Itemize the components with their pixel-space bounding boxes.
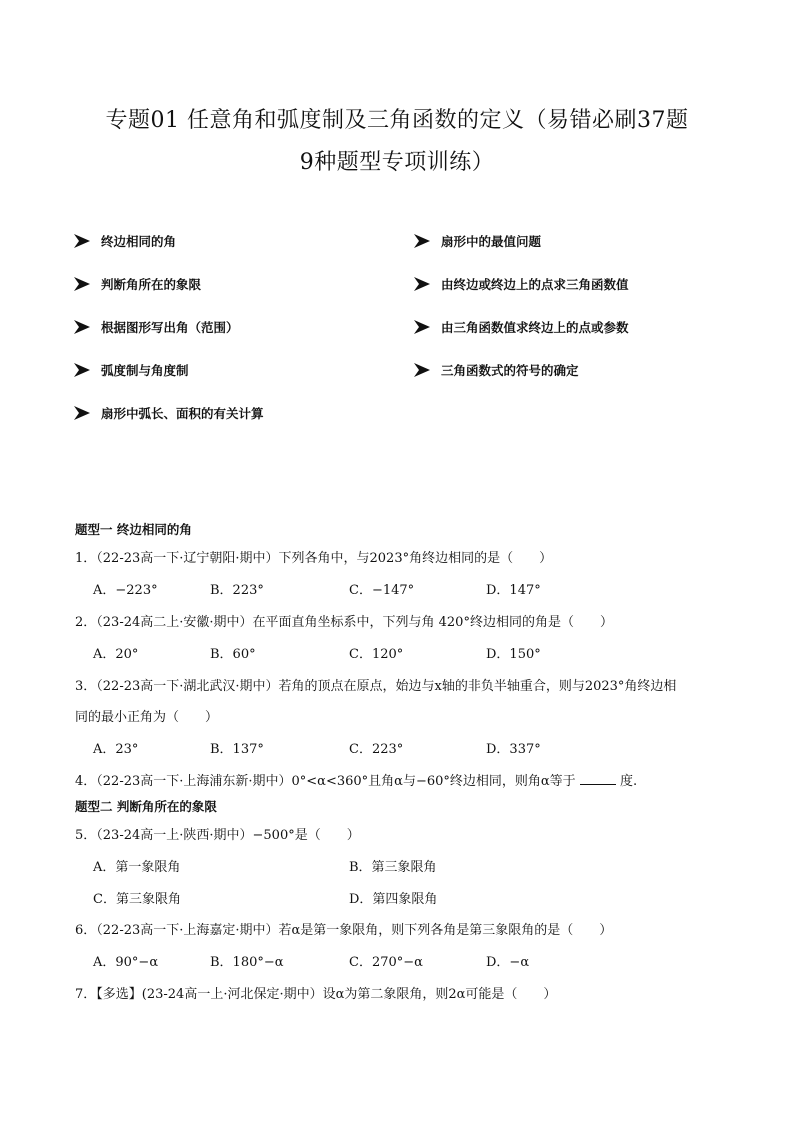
question-stem: 2．（23-24高二上·安徽·期中）在平面直角坐标系中，下列与角 420°终边相同的角是（ ） xyxy=(75,615,613,630)
arrow-bullet-icon xyxy=(413,233,431,249)
topic-item xyxy=(413,361,579,379)
option-a[interactable]: A．−223° xyxy=(93,583,158,598)
option-c[interactable]: C．223° xyxy=(349,742,404,757)
topic-label: 扇形中弧长、面积的有关计算 xyxy=(101,406,264,421)
topic-item xyxy=(73,361,189,379)
section-heading: 题型一 终边相同的角 xyxy=(75,522,192,537)
page-title xyxy=(60,100,734,184)
topic-label: 由三角函数值求终边上的点或参数 xyxy=(441,320,629,335)
option-a[interactable]: A．第一象限角 xyxy=(93,860,181,875)
option-c[interactable]: C．270°−α xyxy=(349,955,423,970)
question-stem: 6．（22-23高一下·上海嘉定·期中）若α是第一象限角，则下列各角是第三象限角的是（ ） xyxy=(75,923,613,938)
option-c[interactable]: C．第三象限角 xyxy=(93,892,181,907)
topic-label: 判断角所在的象限 xyxy=(101,277,202,292)
topic-label: 三角函数式的符号的确定 xyxy=(441,363,579,378)
question-text: 4．（22-23高一下·上海浦东新·期中）0°<α<360°且角α与−60°终边相同，则角α等于 xyxy=(75,774,576,789)
option-b[interactable]: B．60° xyxy=(210,647,256,662)
answer-blank[interactable] xyxy=(580,772,616,785)
arrow-bullet-icon xyxy=(73,233,91,249)
topic-item xyxy=(413,275,629,293)
option-d[interactable]: D．147° xyxy=(486,583,541,598)
arrow-bullet-icon xyxy=(73,405,91,421)
topic-label: 根据图形写出角（范围） xyxy=(101,320,239,335)
question-stem: 1．（22-23高一下·辽宁朝阳·期中）下列各角中，与2023°角终边相同的是（ ） xyxy=(75,551,553,566)
option-b[interactable]: B．137° xyxy=(210,742,264,757)
arrow-bullet-icon xyxy=(73,362,91,378)
topic-item xyxy=(413,318,629,336)
topic-label: 弧度制与角度制 xyxy=(101,363,189,378)
option-d[interactable]: D．337° xyxy=(486,742,541,757)
option-a[interactable]: A．90°−α xyxy=(93,955,159,970)
option-b[interactable]: B．180°−α xyxy=(210,955,284,970)
topic-item xyxy=(413,232,541,250)
arrow-bullet-icon xyxy=(413,276,431,292)
arrow-bullet-icon xyxy=(73,276,91,292)
option-c[interactable]: C．−147° xyxy=(349,583,415,598)
option-d[interactable]: D．−α xyxy=(486,955,530,970)
topic-label: 扇形中的最值问题 xyxy=(441,234,542,249)
question-stem-continued: 同的最小正角为（ ） xyxy=(75,710,219,725)
question-stem: 3．（22-23高一下·湖北武汉·期中）若角的顶点在原点，始边与x轴的非负半轴重合，则与2023°角终边相 xyxy=(75,679,677,694)
arrow-bullet-icon xyxy=(413,319,431,335)
topic-label: 由终边或终边上的点求三角函数值 xyxy=(441,277,629,292)
option-b[interactable]: B．223° xyxy=(210,583,264,598)
question-stem: 5．（23-24高一上·陕西·期中）−500°是（ ） xyxy=(75,828,360,843)
topic-item xyxy=(73,275,201,293)
topic-item xyxy=(73,318,239,336)
question-text-tail: 度. xyxy=(619,774,638,789)
question-stem xyxy=(75,770,637,789)
question-stem: 7．【多选】(23-24高一上·河北保定·期中）设α为第二象限角，则2α可能是（ ） xyxy=(75,987,557,1002)
arrow-bullet-icon xyxy=(73,319,91,335)
option-d[interactable]: D．第四象限角 xyxy=(349,892,438,907)
option-b[interactable]: B．第三象限角 xyxy=(349,860,437,875)
topic-label: 终边相同的角 xyxy=(101,234,177,249)
option-a[interactable]: A．20° xyxy=(93,647,139,662)
arrow-bullet-icon xyxy=(413,362,431,378)
option-d[interactable]: D．150° xyxy=(486,647,541,662)
title-line-1: 专题01 任意角和弧度制及三角函数的定义（易错必刷37题 xyxy=(105,108,689,133)
topic-item xyxy=(73,404,264,422)
title-line-2: 9种题型专项训练） xyxy=(299,150,495,175)
section-heading: 题型二 判断角所在的象限 xyxy=(75,799,217,814)
option-a[interactable]: A．23° xyxy=(93,742,139,757)
topic-item xyxy=(73,232,176,250)
option-c[interactable]: C．120° xyxy=(349,647,404,662)
